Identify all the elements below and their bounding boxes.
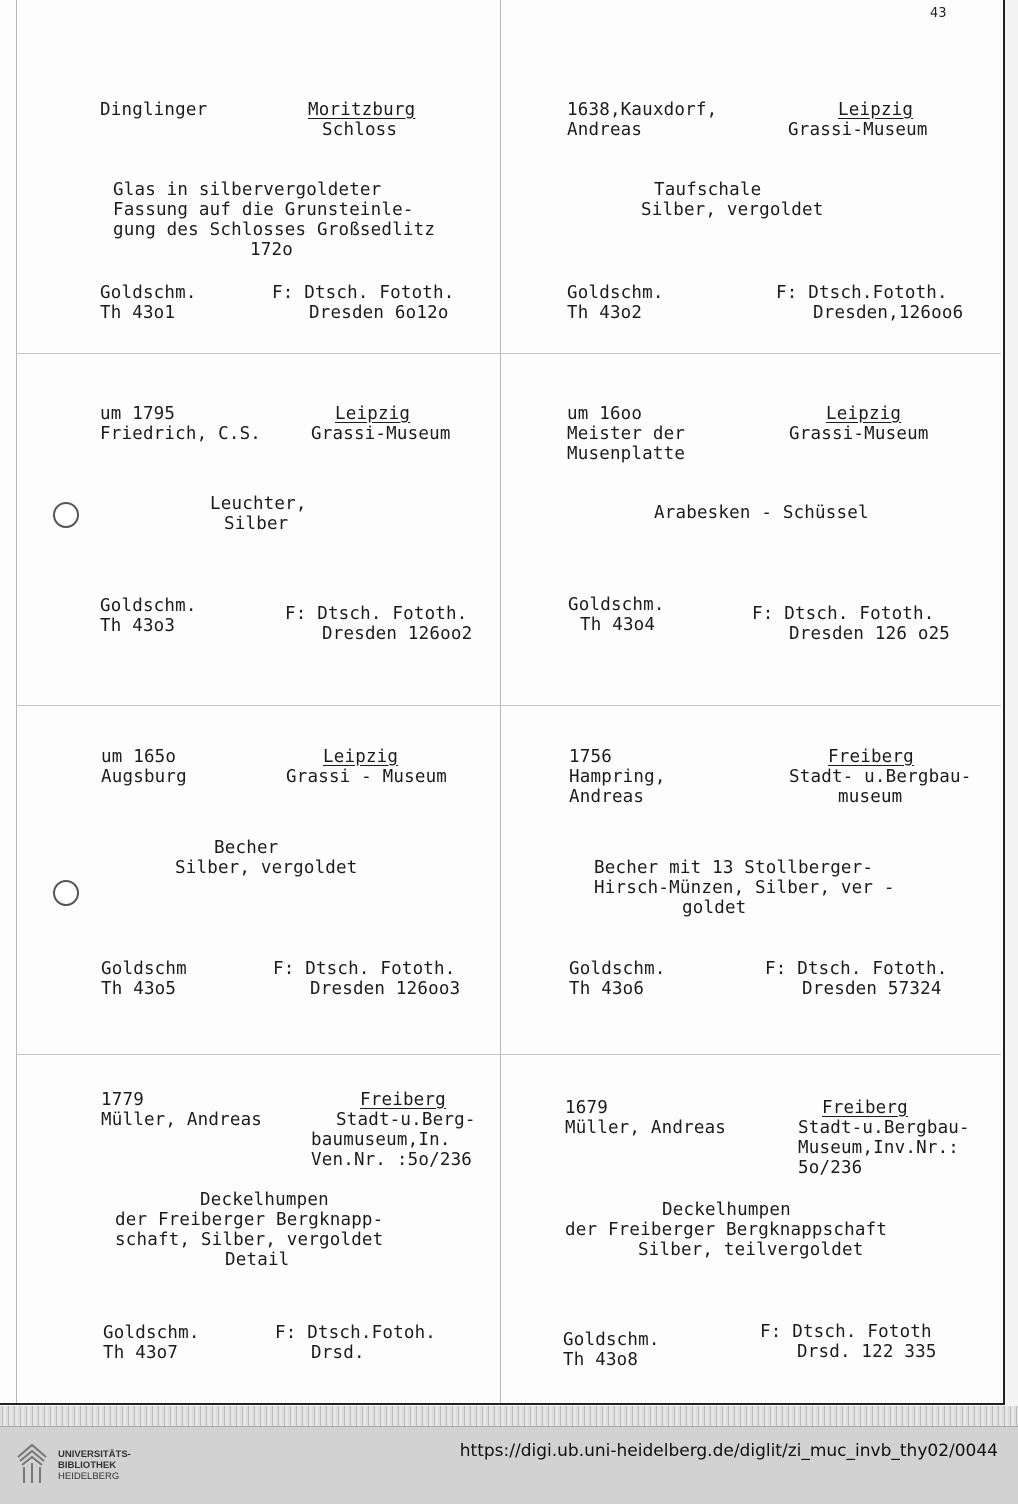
page-number: 43 [930, 6, 947, 21]
card-location-detail: Schloss [322, 120, 398, 140]
permalink-url[interactable]: https://digi.ub.uni-heidelberg.de/diglit/zi_muc_invb_thy02/0044 [459, 1441, 998, 1461]
card-photo-number: Drsd. [311, 1343, 365, 1363]
card-artist-detail: Andreas [569, 787, 645, 807]
card-origin: Augsburg [101, 767, 187, 787]
card-location-detail: baumuseum,In. [311, 1130, 451, 1150]
card-date: um 165o [101, 747, 177, 767]
card-location: Leipzig [335, 404, 411, 424]
card-category: Goldschm. [100, 283, 197, 303]
card-location: Leipzig [323, 747, 399, 767]
card-photo-source: F: Dtsch. Fototh. [765, 959, 948, 979]
card-description-line: Glas in silbervergoldeter [113, 180, 382, 200]
card-description-line: schaft, Silber, vergoldet [115, 1230, 384, 1250]
card-location: Leipzig [826, 404, 902, 424]
card-photo-source: F: Dtsch. Fototh. [285, 604, 468, 624]
card-description-line: gung des Schlosses Großsedlitz [113, 220, 436, 240]
card-photo-number: Drsd. 122 335 [797, 1342, 937, 1362]
card-artist: Müller, Andreas [565, 1118, 727, 1138]
card-description-line: Detail [225, 1250, 290, 1270]
scan-ruler [0, 1406, 1018, 1426]
punch-hole [53, 880, 79, 906]
card-photo-source: F: Dtsch. Fototh. [752, 604, 935, 624]
card-description-line: Silber, teilvergoldet [638, 1240, 864, 1260]
card-description-line: Fassung auf die Grunsteinle- [113, 200, 414, 220]
card-location-detail: Museum,Inv.Nr.: [798, 1138, 960, 1158]
card-photo-source: F: Dtsch. Fototh. [273, 959, 456, 979]
card-description-line: Hirsch-Münzen, Silber, ver - [594, 878, 895, 898]
card-description-line: Becher mit 13 Stollberger- [594, 858, 874, 878]
card-photo-number: Dresden 126 o25 [789, 624, 951, 644]
logo-line: UNIVERSITÄTS- [58, 1449, 131, 1460]
card-location-detail: Grassi-Museum [311, 424, 451, 444]
row-divider-1 [16, 353, 1001, 354]
card-description-line: Deckelhumpen [200, 1190, 329, 1210]
card-category: Goldschm. [569, 959, 666, 979]
card-description-line: der Freiberger Bergknappschaft [565, 1220, 888, 1240]
card-category: Goldschm [101, 959, 187, 979]
logo-line: BIBLIOTHEK [58, 1460, 117, 1471]
logo-line: HEIDELBERG [58, 1471, 120, 1482]
card-inventory-number: Th 43o8 [563, 1350, 639, 1370]
card-description-line: Silber [224, 514, 289, 534]
card-location-detail: Grassi-Museum [788, 120, 928, 140]
card-location-detail: Stadt-u.Berg- [336, 1110, 476, 1130]
card-location: Freiberg [822, 1098, 908, 1118]
card-location: Moritzburg [308, 100, 416, 120]
card-description-line: Deckelhumpen [662, 1200, 791, 1220]
card-location: Leipzig [838, 100, 914, 120]
card-photo-number: Dresden 126oo3 [310, 979, 461, 999]
card-location: Freiberg [360, 1090, 446, 1110]
card-category: Goldschm. [563, 1330, 660, 1350]
card-photo-number: Dresden 57324 [802, 979, 942, 999]
card-description-line: Becher [214, 838, 279, 858]
card-date: um 1795 [100, 404, 176, 424]
card-artist: Meister der [567, 424, 686, 444]
card-artist: Andreas [567, 120, 643, 140]
card-photo-source: F: Dtsch. Fototh. [272, 283, 455, 303]
card-artist: Müller, Andreas [101, 1110, 263, 1130]
card-category: Goldschm. [568, 595, 665, 615]
library-logo-text [58, 1449, 131, 1482]
card-artist: Friedrich, C.S. [100, 424, 262, 444]
left-edge [16, 0, 17, 1403]
card-photo-source: F: Dtsch. Fototh [760, 1322, 932, 1342]
card-date: um 16oo [567, 404, 643, 424]
card-location-detail: Stadt-u.Bergbau- [798, 1118, 970, 1138]
center-divider [500, 0, 501, 1403]
card-inventory-number: Th 43o2 [567, 303, 643, 323]
punch-hole [53, 502, 79, 528]
card-inventory-number: Th 43o1 [100, 303, 176, 323]
card-photo-number: Dresden 126oo2 [322, 624, 473, 644]
card-location-detail: museum [838, 787, 903, 807]
card-description-line: der Freiberger Bergknapp- [115, 1210, 384, 1230]
card-date: 1756 [569, 747, 612, 767]
card-location-detail: 5o/236 [798, 1158, 863, 1178]
card-artist: Dinglinger [100, 100, 208, 120]
row-divider-2 [16, 705, 1001, 706]
card-date: 1679 [565, 1098, 608, 1118]
card-description-line: 172o [250, 240, 293, 260]
card-date: 1779 [101, 1090, 144, 1110]
card-inventory-number: Th 43o6 [569, 979, 645, 999]
card-artist-detail: Musenplatte [567, 444, 686, 464]
card-description-line: Arabesken - Schüssel [654, 503, 869, 523]
card-description-line: Taufschale [654, 180, 762, 200]
card-description-line: Silber, vergoldet [641, 200, 824, 220]
card-inventory-number: Th 43o5 [101, 979, 177, 999]
card-location-detail: Ven.Nr. :5o/236 [311, 1150, 473, 1170]
card-inventory-number: Th 43o4 [580, 615, 656, 635]
footer-bar [0, 1426, 1018, 1504]
card-description-line: goldet [682, 898, 747, 918]
card-description-line: Leuchter, [210, 494, 307, 514]
card-category: Goldschm. [100, 596, 197, 616]
card-inventory-number: Th 43o7 [103, 1343, 179, 1363]
row-divider-3 [16, 1054, 1001, 1055]
library-logo-icon [14, 1441, 50, 1487]
card-photo-source: F: Dtsch.Fototh. [776, 283, 948, 303]
card-photo-source: F: Dtsch.Fotoh. [275, 1323, 437, 1343]
card-description-line: Silber, vergoldet [175, 858, 358, 878]
card-location-detail: Grassi - Museum [286, 767, 448, 787]
card-location: Freiberg [828, 747, 914, 767]
card-photo-number: Dresden,126oo6 [813, 303, 964, 323]
card-location-detail: Stadt- u.Bergbau- [789, 767, 972, 787]
card-location-detail: Grassi-Museum [789, 424, 929, 444]
card-date-place: 1638,Kauxdorf, [567, 100, 718, 120]
card-artist: Hampring, [569, 767, 666, 787]
card-photo-number: Dresden 6o12o [309, 303, 449, 323]
card-category: Goldschm. [567, 283, 664, 303]
card-category: Goldschm. [103, 1323, 200, 1343]
card-inventory-number: Th 43o3 [100, 616, 176, 636]
